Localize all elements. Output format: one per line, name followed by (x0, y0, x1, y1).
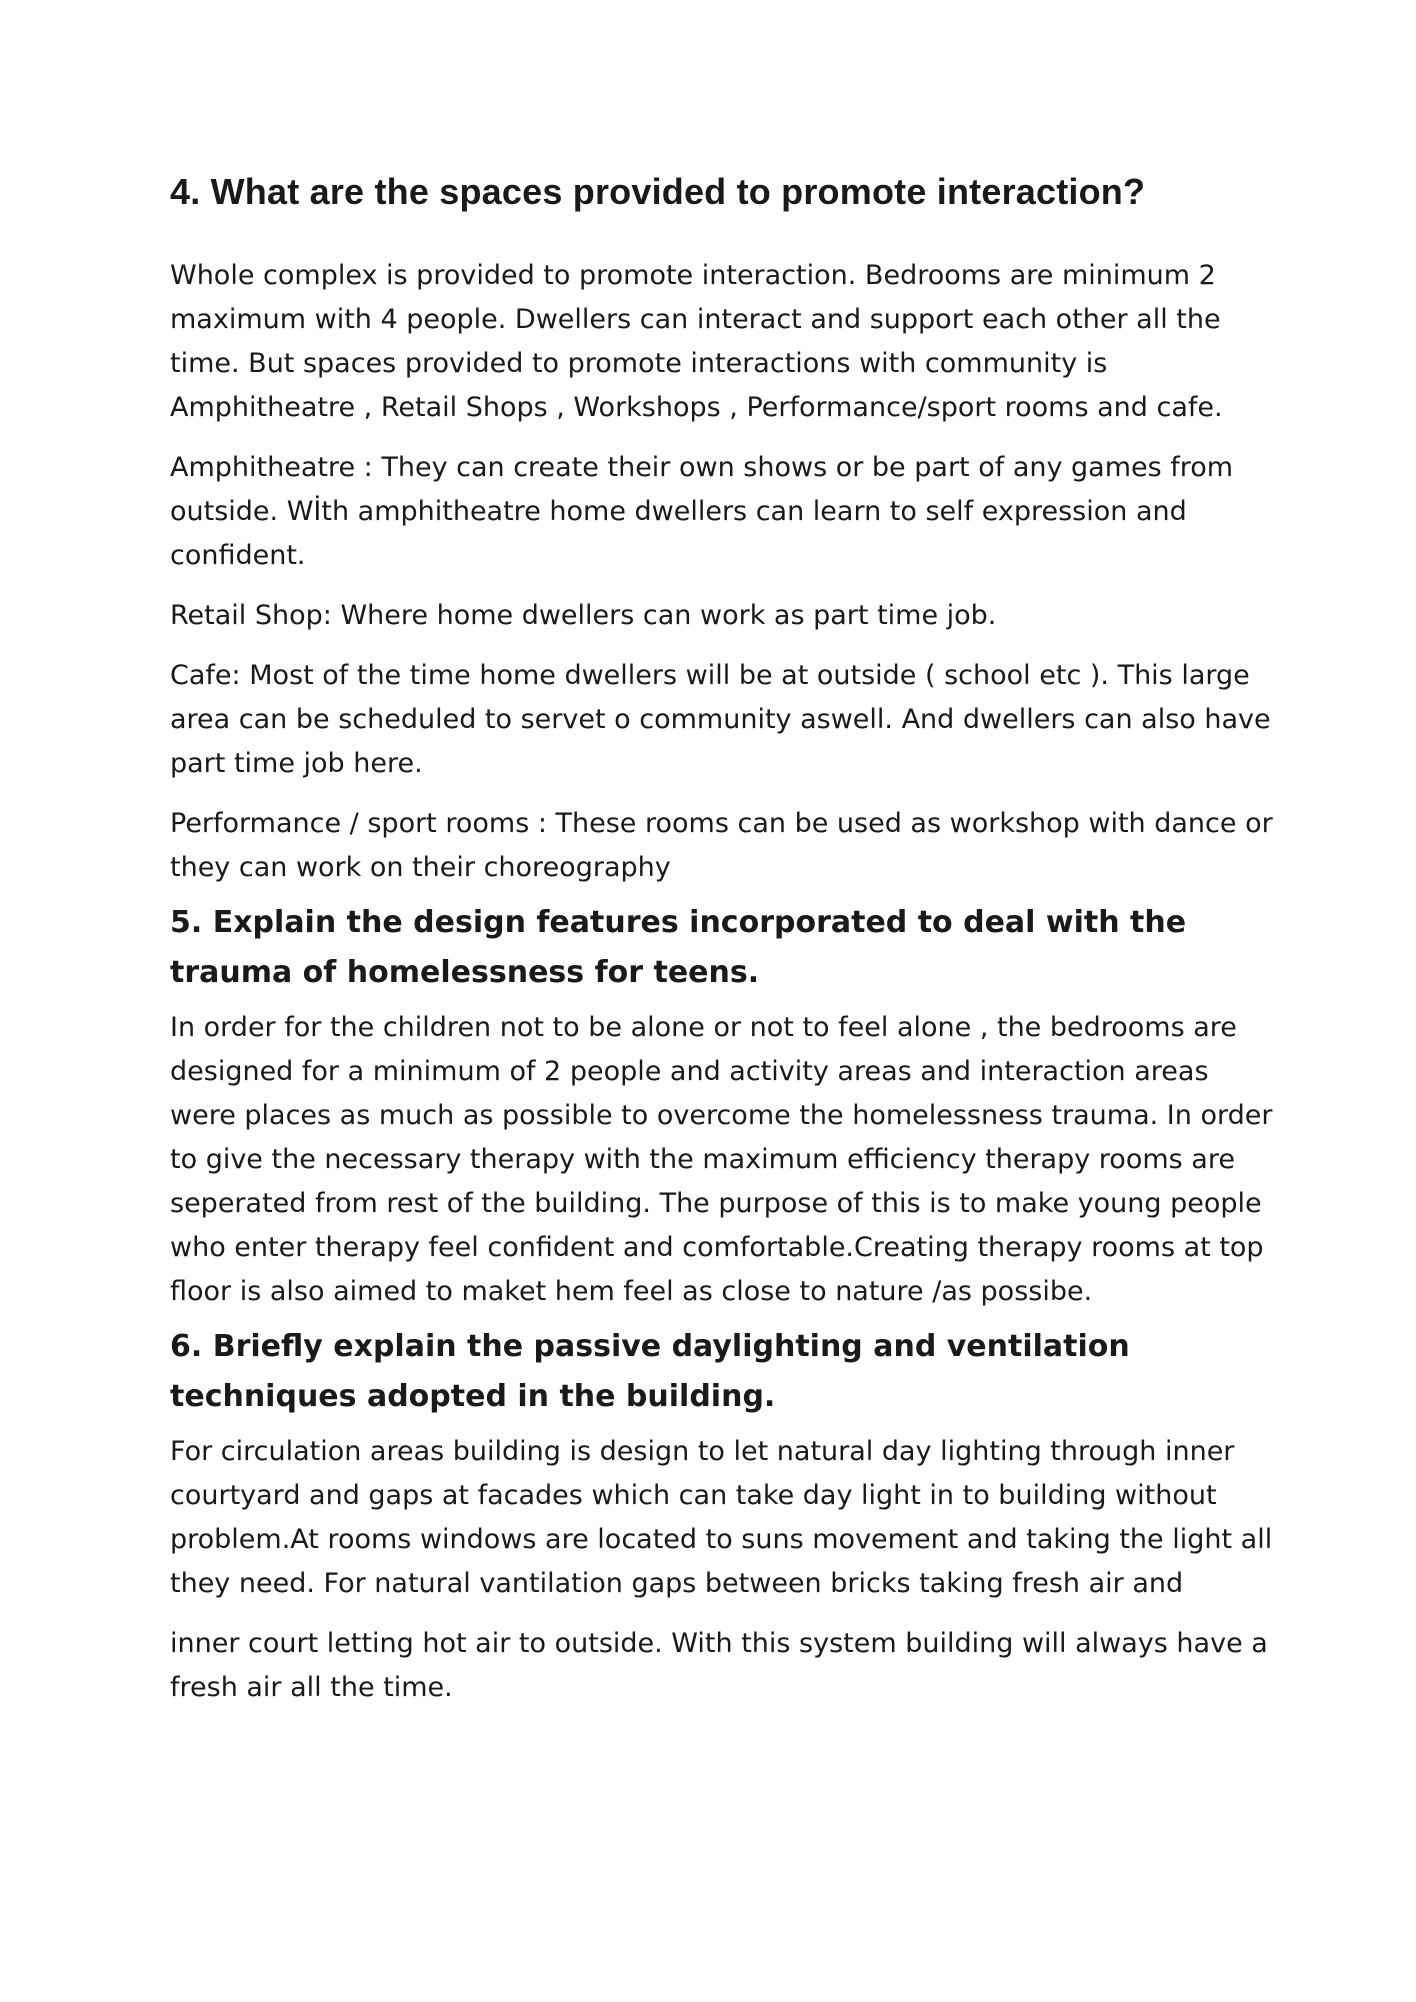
section-6-paragraph-2: inner court letting hot air to outside. With this system building will always have a fresh air all the time. (170, 1628, 1268, 1703)
section-5-heading: 5. Explain the design features incorporated to deal with the trauma of homelessness for teens. (170, 905, 1187, 990)
section-4-paragraph-performance: Performance / sport rooms : These rooms can be used as workshop with dance or they can work on their choreography (170, 808, 1273, 883)
section-4-paragraph-intro: Whole complex is provided to promote interaction. Bedrooms are minimum 2 maximum with 4 people. Dwellers can interact and support each other all the time. But spaces provided to promote interactions with community is Amphitheatre , Retail Shops , Workshops , Performance/sport rooms and cafe. (170, 260, 1223, 423)
section-6-heading: 6. Briefly explain the passive daylighting and ventilation techniques adopted in the building. (170, 1329, 1130, 1414)
section-4-paragraph-retail-shop: Retail Shop: Where home dwellers can work as part time job. (170, 600, 997, 631)
document-page (170, 166, 1280, 1726)
section-4-heading: 4. What are the spaces provided to promote interaction? (170, 171, 1146, 212)
section-4-paragraph-amphitheatre: Amphitheatre : They can create their own shows or be part of any games from outside. Wİth amphitheatre home dwellers can learn to self expression and confident. (170, 452, 1234, 571)
section-5-paragraph: In order for the children not to be alone or not to feel alone , the bedrooms are designed for a minimum of 2 people and activity areas and interaction areas were places as much as possible to overcome the homelessness trauma. In order to give the necessary therapy with the maximum efficiency therapy rooms are seperated from rest of the building. The purpose of this is to make young people who enter therapy feel confident and comfortable.Creating therapy rooms at top floor is also aimed to maket hem feel as close to nature /as possibe. (170, 1012, 1273, 1307)
section-6-paragraph-1: For circulation areas building is design to let natural day lighting through inner courtyard and gaps at facades which can take day light in to building without problem.At rooms windows are located to suns movement and taking the light all they need. For natural vantilation gaps between bricks taking fresh air and (170, 1436, 1273, 1599)
section-4-paragraph-cafe: Cafe: Most of the time home dwellers will be at outside ( school etc ). This large area can be scheduled to servet o community aswell. And dwellers can also have part time job here. (170, 660, 1271, 779)
